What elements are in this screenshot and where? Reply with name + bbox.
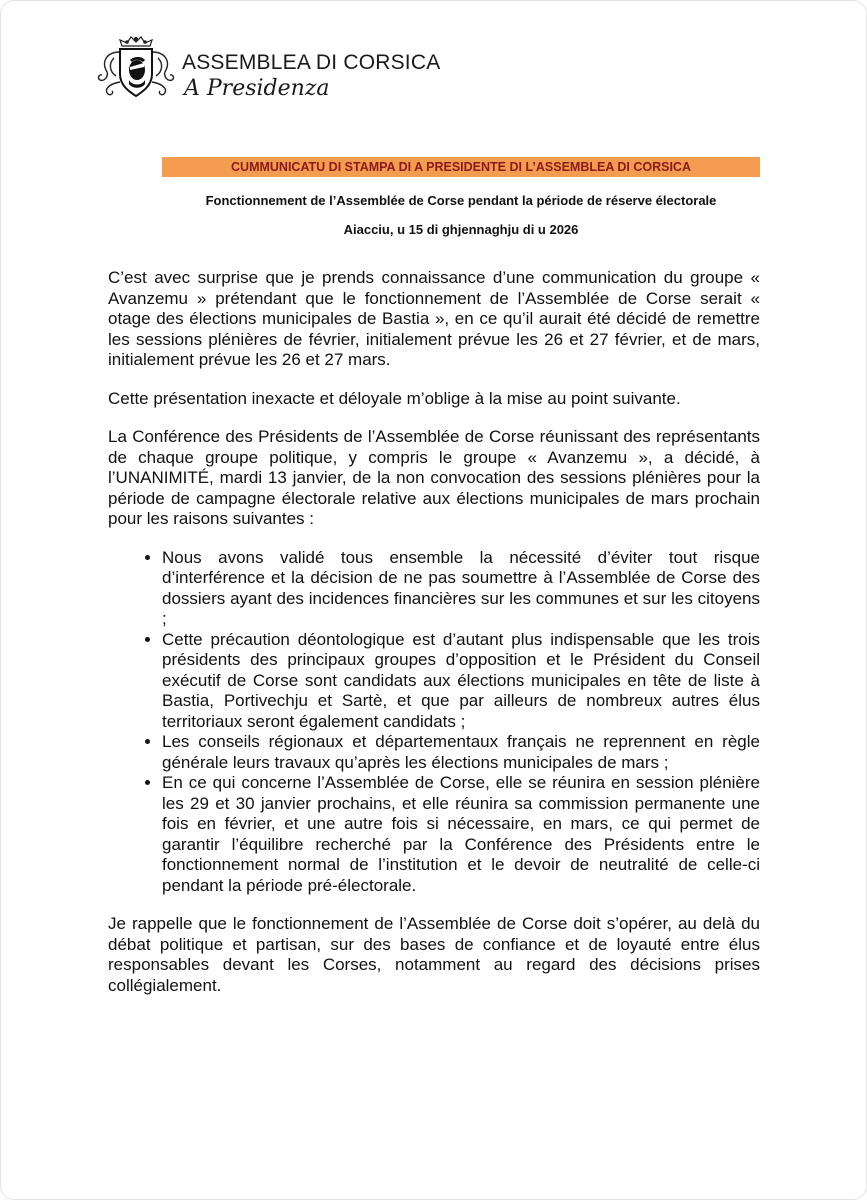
coat-of-arms-icon	[96, 36, 176, 98]
list-item: • Nous avons validé tous ensemble la nécessité d’éviter tout risque d’interférence et la décision de ne pas soumettre à l’Assemblée de Corse des dossiers ayant des incidences financières sur les communes et sur les citoyens ;	[162, 548, 760, 630]
document-title: Fonctionnement de l’Assemblée de Corse pendant la période de réserve électorale	[205, 193, 717, 208]
reasons-list	[108, 548, 760, 897]
document-body	[108, 268, 760, 1014]
paragraph: La Conférence des Présidents de l’Assemblée de Corse réunissant des représentants de chaque groupe politique, y compris le groupe « Avanzemu », a décidé, à l’UNANIMITÉ, mardi 13 janvier, de la non convocation des sessions plénières pour la période de campagne électorale relative aux élections municipales de mars prochain pour les raisons suivantes :	[108, 427, 760, 528]
org-name: ASSEMBLEA DI CORSICA	[182, 51, 441, 74]
dateline: Aiacciu, u 15 di ghjennaghju di u 2026	[343, 222, 579, 237]
list-item: • Cette précaution déontologique est d’autant plus indispensable que les trois présidents des principaux groupes d’opposition et le Président du Conseil exécutif de Corse sont candidats aux élections municipales en tête de liste à Bastia, Portivechju et Sartè, et que par ailleurs de nombreux autres élus territoriaux seront également candidats ;	[162, 630, 760, 733]
org-subtitle: A Presidenza	[184, 76, 330, 101]
list-item: • En ce qui concerne l’Assemblée de Corse, elle se réunira en session plénière les 29 et 30 janvier prochains, et elle réunira sa commission permanente une fois en février, et une autre fois si nécessaire, en mars, ce qui permet de garantir l’équilibre recherché par la Conférence des Présidents entre le fonctionnement normal de l’institution et le devoir de neutralité de celle-ci pendant la période pré-électorale.	[162, 773, 760, 896]
press-release-banner: CUMMUNICATU DI STAMPA DI A PRESIDENTE DI L’ASSEMBLEA DI CORSICA	[162, 157, 760, 177]
list-item: • Les conseils régionaux et départementaux français ne reprennent en règle générale leurs travaux qu’après les élections municipales de mars ;	[162, 732, 760, 773]
paragraph: Cette présentation inexacte et déloyale m’oblige à la mise au point suivante.	[108, 388, 681, 408]
paragraph: C’est avec surprise que je prends connaissance d’une communication du groupe « Avanzemu » prétendant que le fonctionnement de l’Assemblée de Corse serait « otage des élections municipales de Bastia », en ce qu’il aurait été décidé de remettre les sessions plénières de février, initialement prévue les 26 et 27 février, et de mars, initialement prévue les 26 et 27 mars.	[108, 268, 760, 369]
closing-paragraph: Je rappelle que le fonctionnement de l’Assemblée de Corse doit s’opérer, au delà du débat politique et partisan, sur des bases de confiance et de loyauté entre élus responsables devant les Corses, notamment au regard des décisions prises collégialement.	[108, 914, 760, 995]
header-logo	[96, 36, 441, 116]
